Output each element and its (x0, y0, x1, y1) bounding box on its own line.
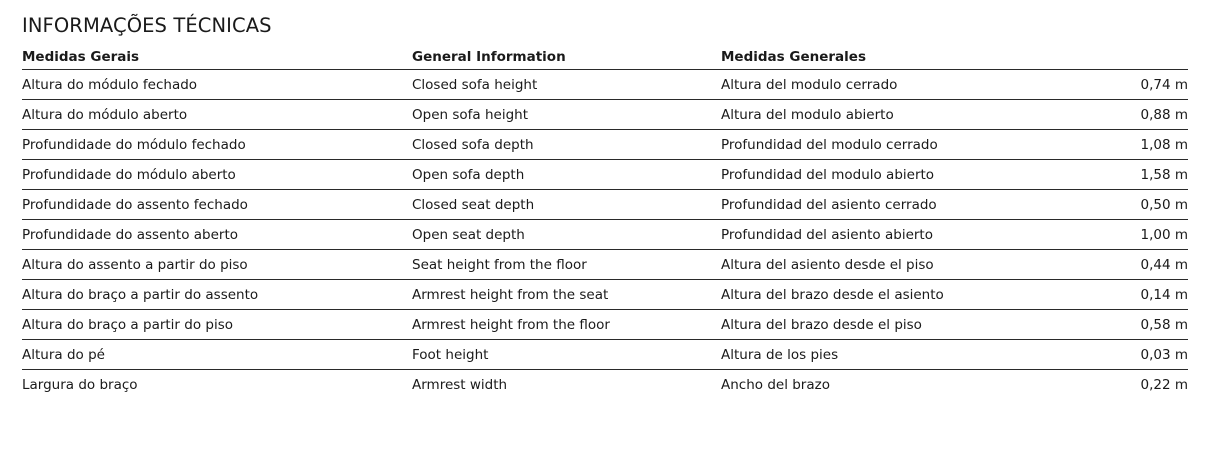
cell-english: Armrest width (412, 377, 508, 393)
cell-spanish: Altura del modulo cerrado (721, 77, 898, 93)
cell-english: Closed sofa depth (412, 137, 534, 153)
cell-english: Seat height from the floor (412, 257, 587, 273)
table-row (22, 160, 1188, 190)
cell-portuguese: Altura do braço a partir do piso (22, 317, 234, 333)
cell-value: 0,22 m (1140, 377, 1188, 393)
cell-spanish: Altura del brazo desde el asiento (721, 287, 944, 303)
cell-spanish: Profundidad del modulo cerrado (721, 137, 938, 153)
cell-spanish: Ancho del brazo (721, 377, 830, 393)
cell-value: 1,58 m (1140, 167, 1188, 183)
table-row (22, 370, 1188, 400)
cell-spanish: Altura de los pies (721, 347, 839, 363)
cell-portuguese: Profundidade do módulo aberto (22, 167, 236, 183)
cell-english: Open sofa depth (412, 167, 525, 183)
cell-english: Closed seat depth (412, 197, 535, 213)
table-row (22, 340, 1188, 370)
cell-portuguese: Altura do módulo aberto (22, 107, 188, 123)
cell-portuguese: Largura do braço (22, 377, 138, 393)
cell-english: Closed sofa height (412, 77, 538, 93)
cell-value: 0,50 m (1140, 197, 1188, 213)
cell-english: Armrest height from the floor (412, 317, 610, 333)
table-row (22, 280, 1188, 310)
cell-english: Foot height (412, 347, 489, 363)
cell-value: 1,08 m (1140, 137, 1188, 153)
table-row (22, 310, 1188, 340)
table-row (22, 190, 1188, 220)
specs-table (22, 44, 1188, 400)
cell-portuguese: Altura do assento a partir do piso (22, 257, 248, 273)
cell-english: Open seat depth (412, 227, 525, 243)
table-row (22, 100, 1188, 130)
table-row (22, 130, 1188, 160)
cell-spanish: Profundidad del asiento abierto (721, 227, 933, 243)
page-title: INFORMAÇÕES TÉCNICAS (22, 14, 272, 37)
cell-portuguese: Profundidade do assento fechado (22, 197, 248, 213)
cell-portuguese: Altura do módulo fechado (22, 77, 198, 93)
cell-spanish: Profundidad del modulo abierto (721, 167, 935, 183)
cell-portuguese: Profundidade do assento aberto (22, 227, 239, 243)
cell-value: 0,44 m (1140, 257, 1188, 273)
table-row (22, 70, 1188, 100)
cell-portuguese: Altura do braço a partir do assento (22, 287, 259, 303)
cell-spanish: Altura del asiento desde el piso (721, 257, 934, 273)
cell-portuguese: Profundidade do módulo fechado (22, 137, 246, 153)
cell-spanish: Altura del brazo desde el piso (721, 317, 922, 333)
cell-english: Open sofa height (412, 107, 528, 123)
table-row (22, 220, 1188, 250)
header-portuguese: Medidas Gerais (22, 49, 140, 65)
table-header-row (22, 44, 1188, 70)
cell-portuguese: Altura do pé (22, 347, 105, 363)
cell-value: 0,58 m (1140, 317, 1188, 333)
cell-value: 1,00 m (1140, 227, 1188, 243)
header-english: General Information (412, 49, 566, 65)
cell-english: Armrest height from the seat (412, 287, 609, 303)
cell-value: 0,88 m (1140, 107, 1188, 123)
cell-value: 0,74 m (1140, 77, 1188, 93)
cell-value: 0,14 m (1140, 287, 1188, 303)
cell-value: 0,03 m (1140, 347, 1188, 363)
header-spanish: Medidas Generales (721, 49, 866, 65)
table-row (22, 250, 1188, 280)
cell-spanish: Altura del modulo abierto (721, 107, 894, 123)
cell-spanish: Profundidad del asiento cerrado (721, 197, 937, 213)
